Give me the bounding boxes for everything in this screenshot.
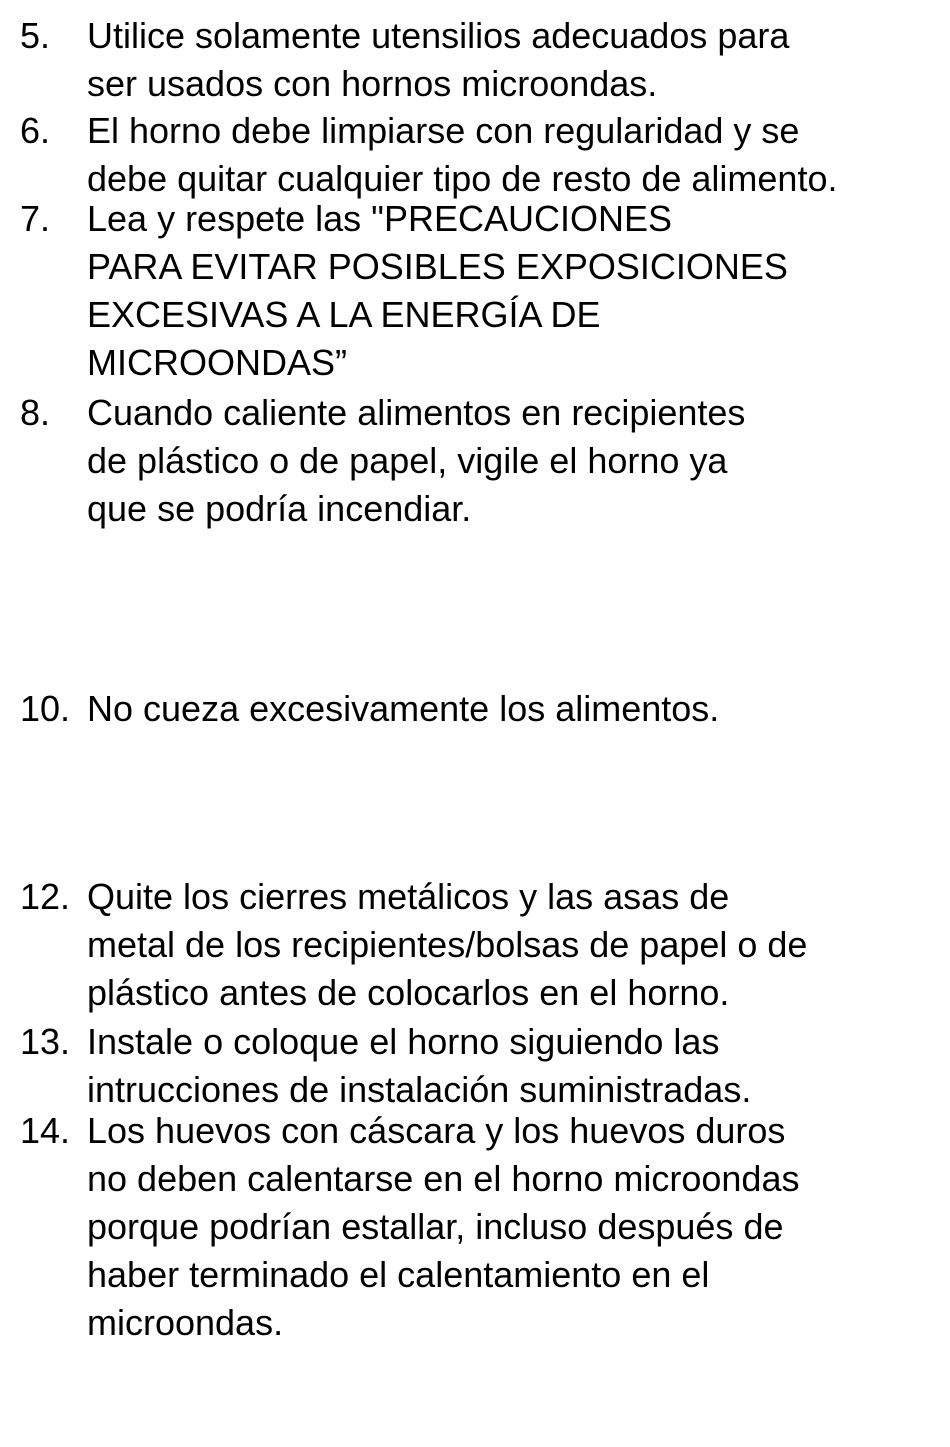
item-number: 13.	[20, 1021, 71, 1062]
item-text-line: Los huevos con cáscara y los huevos duros	[87, 1110, 786, 1151]
item-number: 12.	[20, 876, 71, 917]
item-text-line: No cueza excesivamente los alimentos.	[87, 688, 720, 729]
item-text-line: microondas.	[87, 1302, 284, 1343]
item-number: 14.	[20, 1110, 71, 1151]
item-text-line: EXCESIVAS A LA ENERGÍA DE	[87, 294, 601, 335]
item-text-line: Lea y respete las "PRECAUCIONES	[87, 198, 672, 239]
item-text-line: de plástico o de papel, vigile el horno ya	[87, 440, 728, 481]
item-number: 8.	[20, 392, 51, 433]
item-text-line: debe quitar cualquier tipo de resto de alimento.	[87, 158, 838, 199]
item-text-line: ser usados con hornos microondas.	[87, 63, 658, 104]
item-number: 6.	[20, 110, 51, 151]
item-number: 10.	[20, 688, 71, 729]
item-text-line: MICROONDAS”	[87, 342, 347, 383]
item-text-line: Instale o coloque el horno siguiendo las	[87, 1021, 720, 1062]
item-text-line: haber terminado el calentamiento en el	[87, 1254, 710, 1295]
item-text-line: El horno debe limpiarse con regularidad y se	[87, 110, 800, 151]
item-number: 7.	[20, 198, 51, 239]
item-text-line: no deben calentarse en el horno microondas	[87, 1158, 800, 1199]
item-text-line: porque podrían estallar, incluso después de	[87, 1206, 784, 1247]
item-text-line: que se podría incendiar.	[87, 488, 472, 529]
item-text-line: Utilice solamente utensilios adecuados para	[87, 15, 790, 56]
item-text-line: metal de los recipientes/bolsas de papel o de	[87, 924, 808, 965]
item-number: 5.	[20, 15, 51, 56]
item-text-line: PARA EVITAR POSIBLES EXPOSICIONES	[87, 246, 788, 287]
item-text-line: intrucciones de instalación suministradas.	[87, 1069, 752, 1110]
item-text-line: plástico antes de colocarlos en el horno.	[87, 972, 730, 1013]
item-text-line: Quite los cierres metálicos y las asas de	[87, 876, 730, 917]
item-text-line: Cuando caliente alimentos en recipientes	[87, 392, 746, 433]
